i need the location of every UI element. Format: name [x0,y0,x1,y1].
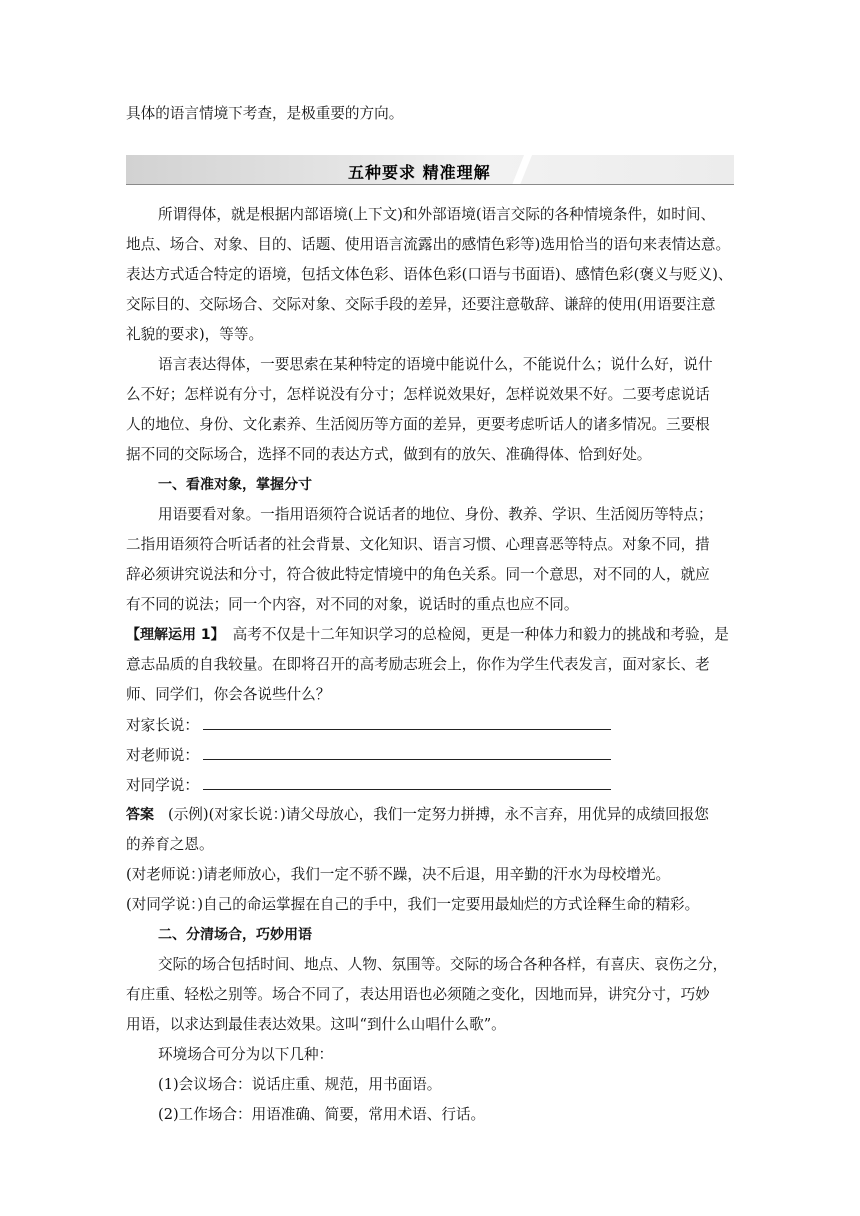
paragraph-line: 用语，以求达到最佳表达效果。这叫“到什么山唱什么歌”。 [126,1016,506,1033]
answer-line: (对同学说：)自己的命运掌握在自己的手中，我们一定要用最灿烂的方式诠释生命的精彩。 [126,896,700,913]
exercise-line: 师、同学们，你会各说些什么？ [126,686,331,703]
answer-blank-teachers[interactable] [203,745,611,760]
banner-underline [126,184,734,185]
paragraph-line: 有不同的说法；同一个内容，对不同的对象，说话时的重点也应不同。 [126,596,579,613]
section-heading: 二、分清场合，巧妙用语 [158,927,312,943]
paragraph-line: 有庄重、轻松之别等。场合不同了，表达用语也必须随之变化，因地而异，讲究分寸，巧妙 [126,986,710,1003]
list-item: (2)工作场合：用语准确、简要，常用术语、行话。 [158,1106,486,1123]
paragraph-line: 交际目的、交际场合、交际对象、交际手段的差异，还要注意敬辞、谦辞的使用(用语要注意 [126,296,716,313]
exercise-first-line [126,625,736,645]
answer-line: 的养育之恩。 [126,836,214,853]
paragraph-line: 用语要看对象。一指用语须符合说话者的地位、身份、教养、学识、生活阅历等特点； [158,506,713,523]
intro-line: 具体的语言情境下考查，是极重要的方向。 [126,105,404,122]
exercise-label: 【理解运用 1】 [126,627,225,643]
paragraph-line: 礼貌的要求)，等等。 [126,326,264,343]
paragraph-line: 么不好；怎样说有分寸，怎样说没有分寸；怎样说效果好，怎样说效果不好。二要考虑说话 [126,386,710,403]
section-banner [126,155,734,185]
fill-label-parents: 对家长说： [126,717,199,734]
answer-line: (对老师说：)请老师放心，我们一定不骄不躁，决不后退，用辛勤的汗水为母校增光。 [126,866,671,883]
paragraph-line: 表达方式适合特定的语境，包括文体色彩、语体色彩(口语与书面语)、感情色彩(褒义与贬义)、 [126,266,733,283]
fill-label-classmates: 对同学说： [126,777,199,794]
answer-blank-parents[interactable] [203,715,611,730]
exercise-line: 意志品质的自我较量。在即将召开的高考励志班会上，你作为学生代表发言，面对家长、老 [126,656,710,673]
paragraph-line: 交际的场合包括时间、地点、人物、氛围等。交际的场合各种各样，有喜庆、哀伤之分， [158,956,728,973]
answer-label: 答案 [126,807,154,823]
exercise-text: 高考不仅是十二年知识学习的总检阅，更是一种体力和毅力的挑战和考验，是 [232,626,729,643]
fill-row-classmates [126,775,736,796]
paragraph-line: 地点、场合、对象、目的、话题、使用语言流露出的感情色彩等)选用恰当的语句来表情达意。 [126,236,731,253]
answer-blank-classmates[interactable] [203,775,611,790]
section-heading: 一、看准对象，掌握分寸 [158,477,312,493]
fill-row-parents [126,715,736,736]
fill-row-teachers [126,745,736,766]
paragraph-line: 环境场合可分为以下几种： [158,1046,334,1063]
paragraph-line: 所谓得体，就是根据内部语境(上下文)和外部语境(语言交际的各种情境条件，如时间、 [158,206,716,223]
paragraph-line: 二指用语须符合听话者的社会背景、文化知识、语言习惯、心理喜恶等特点。对象不同，措 [126,536,710,553]
fill-label-teachers: 对老师说： [126,747,199,764]
paragraph-line: 据不同的交际场合，选择不同的表达方式，做到有的放矢、准确得体、恰到好处。 [126,446,652,463]
paragraph-line: 人的地位、身份、文化素养、生活阅历等方面的差异，更要考虑听话人的诸多情况。三要根 [126,416,710,433]
answer-first-line [126,805,736,825]
answer-text: (示例)(对家长说：)请父母放心，我们一定努力拼搏，永不言弃，用优异的成绩回报您 [168,806,709,823]
paragraph-line: 语言表达得体，一要思索在某种特定的语境中能说什么，不能说什么；说什么好，说什 [158,356,713,373]
paragraph-line: 辞必须讲究说法和分寸，符合彼此特定情境中的角色关系。同一个意思，对不同的人，就应 [126,566,710,583]
banner-title: 五种要求 精准理解 [348,163,491,182]
list-item: (1)会议场合：说话庄重、规范，用书面语。 [158,1076,442,1093]
